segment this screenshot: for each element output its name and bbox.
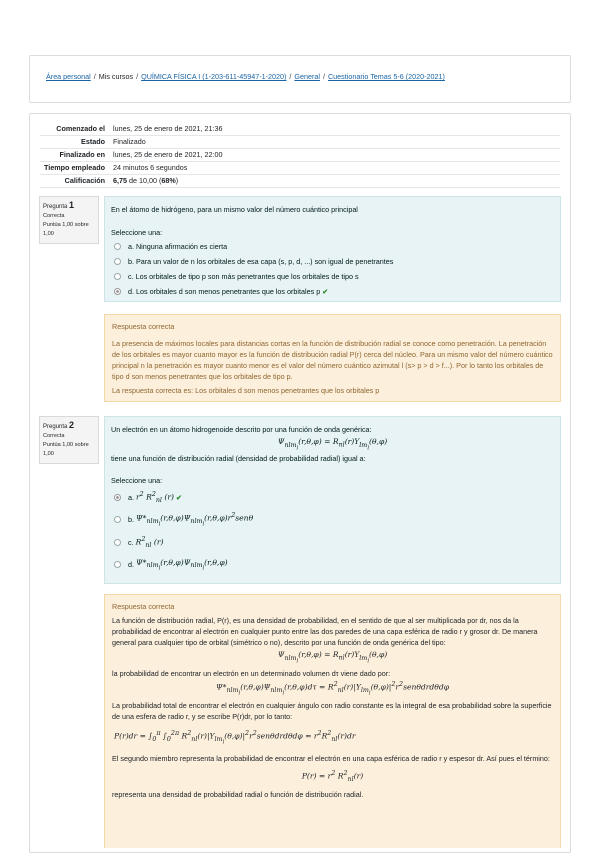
summary-label: Estado (40, 135, 111, 148)
breadcrumb (46, 72, 445, 81)
summary-label: Finalizado en (40, 148, 111, 161)
attempt-summary-table (40, 122, 560, 188)
feedback-paragraph: la probabilidad de encontrar un electrón en un determinado volumen dτ viene dado por: (112, 668, 391, 678)
question-2-content (104, 416, 561, 584)
question-text-continued: tiene una función de distribución radial (densidad de probabilidad radial) igual a: (111, 453, 366, 463)
summary-value: lunes, 25 de enero de 2021, 21:36 (111, 122, 560, 135)
breadcrumb-home[interactable]: Área personal (46, 72, 91, 81)
table-row (40, 161, 560, 174)
table-row (40, 122, 560, 135)
summary-value: Finalizado (111, 135, 560, 148)
question-number (43, 421, 95, 432)
answer-option-c[interactable] (111, 531, 554, 554)
grade-end: ) (175, 176, 179, 185)
breadcrumb-section[interactable]: General (294, 72, 320, 81)
feedback-body: La presencia de máximos locales para distancias cortas en la función de distribución radial se conoce como penetración. La penetración de los orbitales es mayor cuanto mayor es la función de distribución radial P(r) cerca del núcleo. Para un mismo valor del número cuántico principal n la penetración es mayor cuanto menor es el valor del número cuántico azimutal l (s> p > d > f...). Por lo tanto los orbitales de tipo d son menos penetrantes que los orbitales de tipo p. (112, 339, 553, 381)
table-row (40, 135, 560, 148)
option-formula: $\Psi*_{nlm_l}(r,\theta,\varphi)\Psi_{nlm_l}(r,\theta,\varphi)r^2sen\theta$ (136, 511, 254, 527)
radio-button[interactable] (114, 516, 121, 523)
answer-option-c[interactable] (111, 269, 554, 284)
question-1-content (104, 196, 561, 302)
summary-label: Comenzado el (40, 122, 111, 135)
question-mark: Puntúa 1,00 sobre 1,00 (43, 442, 89, 457)
summary-value: 24 minutos 6 segundos (111, 161, 560, 174)
option-label: d. (128, 560, 134, 570)
question-number (43, 201, 95, 212)
feedback-paragraph: La función de distribución radial, P(r), es una densidad de probabilidad, en el sentido de que al ser multiplicada por dr, nos da la probabilidad de encontrar al electrón en cualquier punto entre las dos paredes de una capa esférica de radio r y grosor dr. De manera general para cualquier tipo de orbital (simétrico o no), descrito por una función de onda genérica del tipo: (112, 616, 538, 647)
option-label: b. Para un valor de n los orbitales de esa capa (s, p, d, ...) son igual de penetrantes (128, 257, 394, 266)
question-text: En el átomo de hidrógeno, para un mismo valor del número cuántico principal (111, 205, 358, 214)
wavefunction-equation: $\Psi_{nlm_l}(r,\theta,\varphi) = R_{nl}(r)Y_{lm_l}(\theta,\varphi)$ (277, 437, 388, 451)
question-index: 1 (69, 200, 75, 210)
answer-option-d[interactable] (111, 554, 554, 576)
check-icon: ✔ (175, 493, 182, 503)
question-1-feedback (104, 314, 561, 402)
answer-option-a[interactable] (111, 239, 554, 254)
breadcrumb-separator: / (93, 72, 96, 81)
radio-button-selected[interactable] (114, 494, 121, 501)
option-formula: $R^2_{nl}$ (r) (135, 535, 164, 549)
question-1-info (39, 196, 99, 244)
answer-option-d[interactable] (111, 284, 554, 299)
radio-button[interactable] (114, 561, 121, 568)
grade-score: 6,75 (113, 176, 127, 185)
feedback-title: Respuesta correcta (112, 602, 175, 611)
radio-button[interactable] (114, 539, 121, 546)
table-row (40, 148, 560, 161)
option-label: a. Ninguna afirmación es cierta (128, 242, 228, 251)
radio-button[interactable] (114, 243, 121, 250)
breadcrumb-my-courses: Mis cursos (98, 72, 134, 81)
radio-button[interactable] (114, 273, 121, 280)
question-label: Pregunta (43, 204, 68, 210)
option-label: c. Los orbitales de tipo p son más penetrantes que los orbitales de tipo s (128, 272, 359, 281)
probability-equation: $\Psi*_{nlm_l}(r,\theta,\varphi)\Psi_{nlm_l}(r,\theta,\varphi)d\tau = R^2_{nl}(r)|Y_{lm_l}(\theta,\varphi)|^2r^2sen\theta drd\theta d\varphi$ (215, 680, 450, 697)
summary-label: Tiempo empleado (40, 161, 111, 174)
feedback-title: Respuesta correcta (112, 322, 175, 331)
option-label: a. (128, 493, 134, 503)
breadcrumb-course[interactable]: QUÍMICA FÍSICA I (1-203-611-45947-1-2020) (141, 72, 287, 81)
question-state: Correcta (43, 433, 65, 439)
grade-value (111, 174, 560, 187)
check-icon: ✔ (322, 287, 329, 296)
feedback-paragraph: El segundo miembro representa la probabilidad de encontrar el electrón en una capa esférica de radio r y espesor dr. Así pues el término: (112, 754, 550, 764)
question-2-feedback (104, 594, 561, 848)
integral-equation: $P(r)dr = \int_0^\pi$ $\int_0^{2\pi}$ $R^2_{nl}(r)|Y_{lm_l}(\theta,\varphi)|^2r^2sen\theta drd\theta d\varphi = r^2R^2_{nl}(r)dr$ (114, 730, 356, 746)
breadcrumb-quiz[interactable]: Cuestionario Temas 5-6 (2020-2021) (327, 72, 445, 81)
option-formula: $\Psi*_{nlm_l}(r,\theta,\varphi)\Psi_{nlm_l}(r,\theta,\varphi)$ (136, 557, 228, 572)
option-label: d. Los orbitales d son menos penetrantes que los orbitales p (128, 287, 321, 296)
wavefunction-equation: $\Psi_{nlm_l}(r,\theta,\varphi) = R_{nl}(r)Y_{lm_l}(\theta,\varphi)$ (277, 650, 388, 664)
answer-prompt: Seleccione una: (111, 228, 163, 237)
question-mark: Puntúa 1,00 sobre 1,00 (43, 222, 89, 237)
breadcrumb-separator: / (322, 72, 325, 81)
breadcrumb-separator: / (136, 72, 139, 81)
feedback-paragraph: representa una densidad de probabilidad radial o función de distribución radial. (112, 790, 364, 800)
question-label: Pregunta (43, 424, 68, 430)
breadcrumb-separator: / (289, 72, 292, 81)
grade-percent: 68% (161, 176, 176, 185)
table-row (40, 174, 560, 187)
answer-option-a[interactable] (111, 488, 554, 508)
question-index: 2 (69, 420, 75, 430)
feedback-correct-answer: La respuesta correcta es: Los orbitales d son menos penetrantes que los orbitales p (112, 386, 380, 395)
radio-button-selected[interactable] (114, 288, 121, 295)
question-2-info (39, 416, 99, 464)
answer-option-b[interactable] (111, 508, 554, 531)
radio-button[interactable] (114, 258, 121, 265)
question-text: Un electrón en un átomo hidrogenoide descrito por una función de onda genérica: (111, 425, 372, 434)
answer-prompt: Seleccione una: (111, 475, 163, 485)
option-label: b. (128, 514, 134, 524)
feedback-paragraph: La probabilidad total de encontrar el electrón en cualquier ángulo con radio constante es la integral de esa probabilidad sobre la superficie de una esfera de radio r, y se escribe P(r)dr, por lo tanto: (112, 701, 552, 722)
summary-value: lunes, 25 de enero de 2021, 22:00 (111, 148, 560, 161)
option-formula: $r^2$ $R^2_{nl}$ (r) (136, 491, 174, 505)
grade-mid: de 10,00 ( (127, 176, 162, 185)
radial-distribution-equation: $P(r) = r^2$ $R^2_{nl}(r)$ (301, 770, 364, 784)
answer-option-b[interactable] (111, 254, 554, 269)
breadcrumb-panel (29, 55, 571, 103)
grade-label: Calificación (40, 174, 111, 187)
option-label: c. (128, 537, 134, 547)
question-state: Correcta (43, 213, 65, 219)
